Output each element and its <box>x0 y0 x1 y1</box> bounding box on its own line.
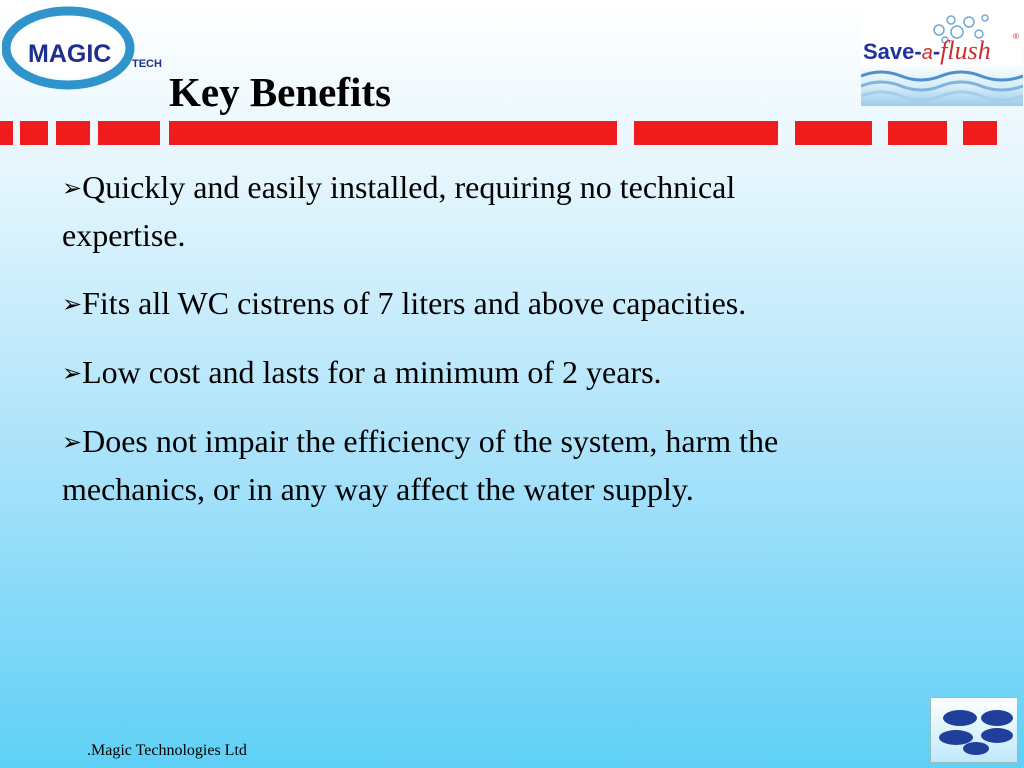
red-bar-segment <box>98 121 160 145</box>
bullet-text: Quickly and easily installed, requiring no technical expertise. <box>62 169 736 253</box>
magic-tech-logo <box>2 6 170 94</box>
red-bar-segment <box>888 121 947 145</box>
list-item <box>62 280 782 328</box>
list-item <box>62 349 782 397</box>
benefits-list <box>62 164 782 534</box>
save-a-flush-wordmark: Save-a-flush <box>863 36 991 65</box>
bullet-text: Fits all WC cistrens of 7 liters and above capacities. <box>82 285 747 321</box>
red-bar-segment <box>0 121 13 145</box>
list-item <box>62 418 782 513</box>
bullet-text: Low cost and lasts for a minimum of 2 years. <box>82 354 662 390</box>
red-bar-segment <box>56 121 90 145</box>
slide-thumbnail <box>930 697 1018 763</box>
magic-logo-word: MAGIC <box>28 40 112 68</box>
footer-company: .Magic Technologies Ltd <box>87 742 247 759</box>
slide-title: Key Benefits <box>169 69 392 115</box>
save-word: Save <box>863 39 915 64</box>
red-bar-segment <box>169 121 617 145</box>
arrow-bullet-icon: ➢ <box>62 174 83 202</box>
red-bar-segment <box>795 121 872 145</box>
arrow-bullet-icon: ➢ <box>62 428 83 456</box>
red-bar-segment <box>20 121 48 145</box>
registered-mark: ® <box>1013 32 1019 41</box>
thumbnail-shape <box>943 710 977 726</box>
arrow-bullet-icon: ➢ <box>62 290 83 318</box>
bullet-text: Does not impair the efficiency of the system, harm the mechanics, or in any way affect the water supply. <box>62 423 779 507</box>
thumbnail-shape <box>981 710 1013 726</box>
thumbnail-shape <box>963 742 989 755</box>
flush-word: flush <box>940 36 991 65</box>
a-word: a <box>921 42 933 64</box>
red-bar-segment <box>963 121 997 145</box>
save-a-flush-logo <box>861 10 1023 106</box>
tech-logo-word: TECH <box>132 58 162 70</box>
thumbnail-shape <box>981 728 1013 743</box>
red-bar-segment <box>634 121 778 145</box>
arrow-bullet-icon: ➢ <box>62 359 83 387</box>
list-item <box>62 164 782 259</box>
